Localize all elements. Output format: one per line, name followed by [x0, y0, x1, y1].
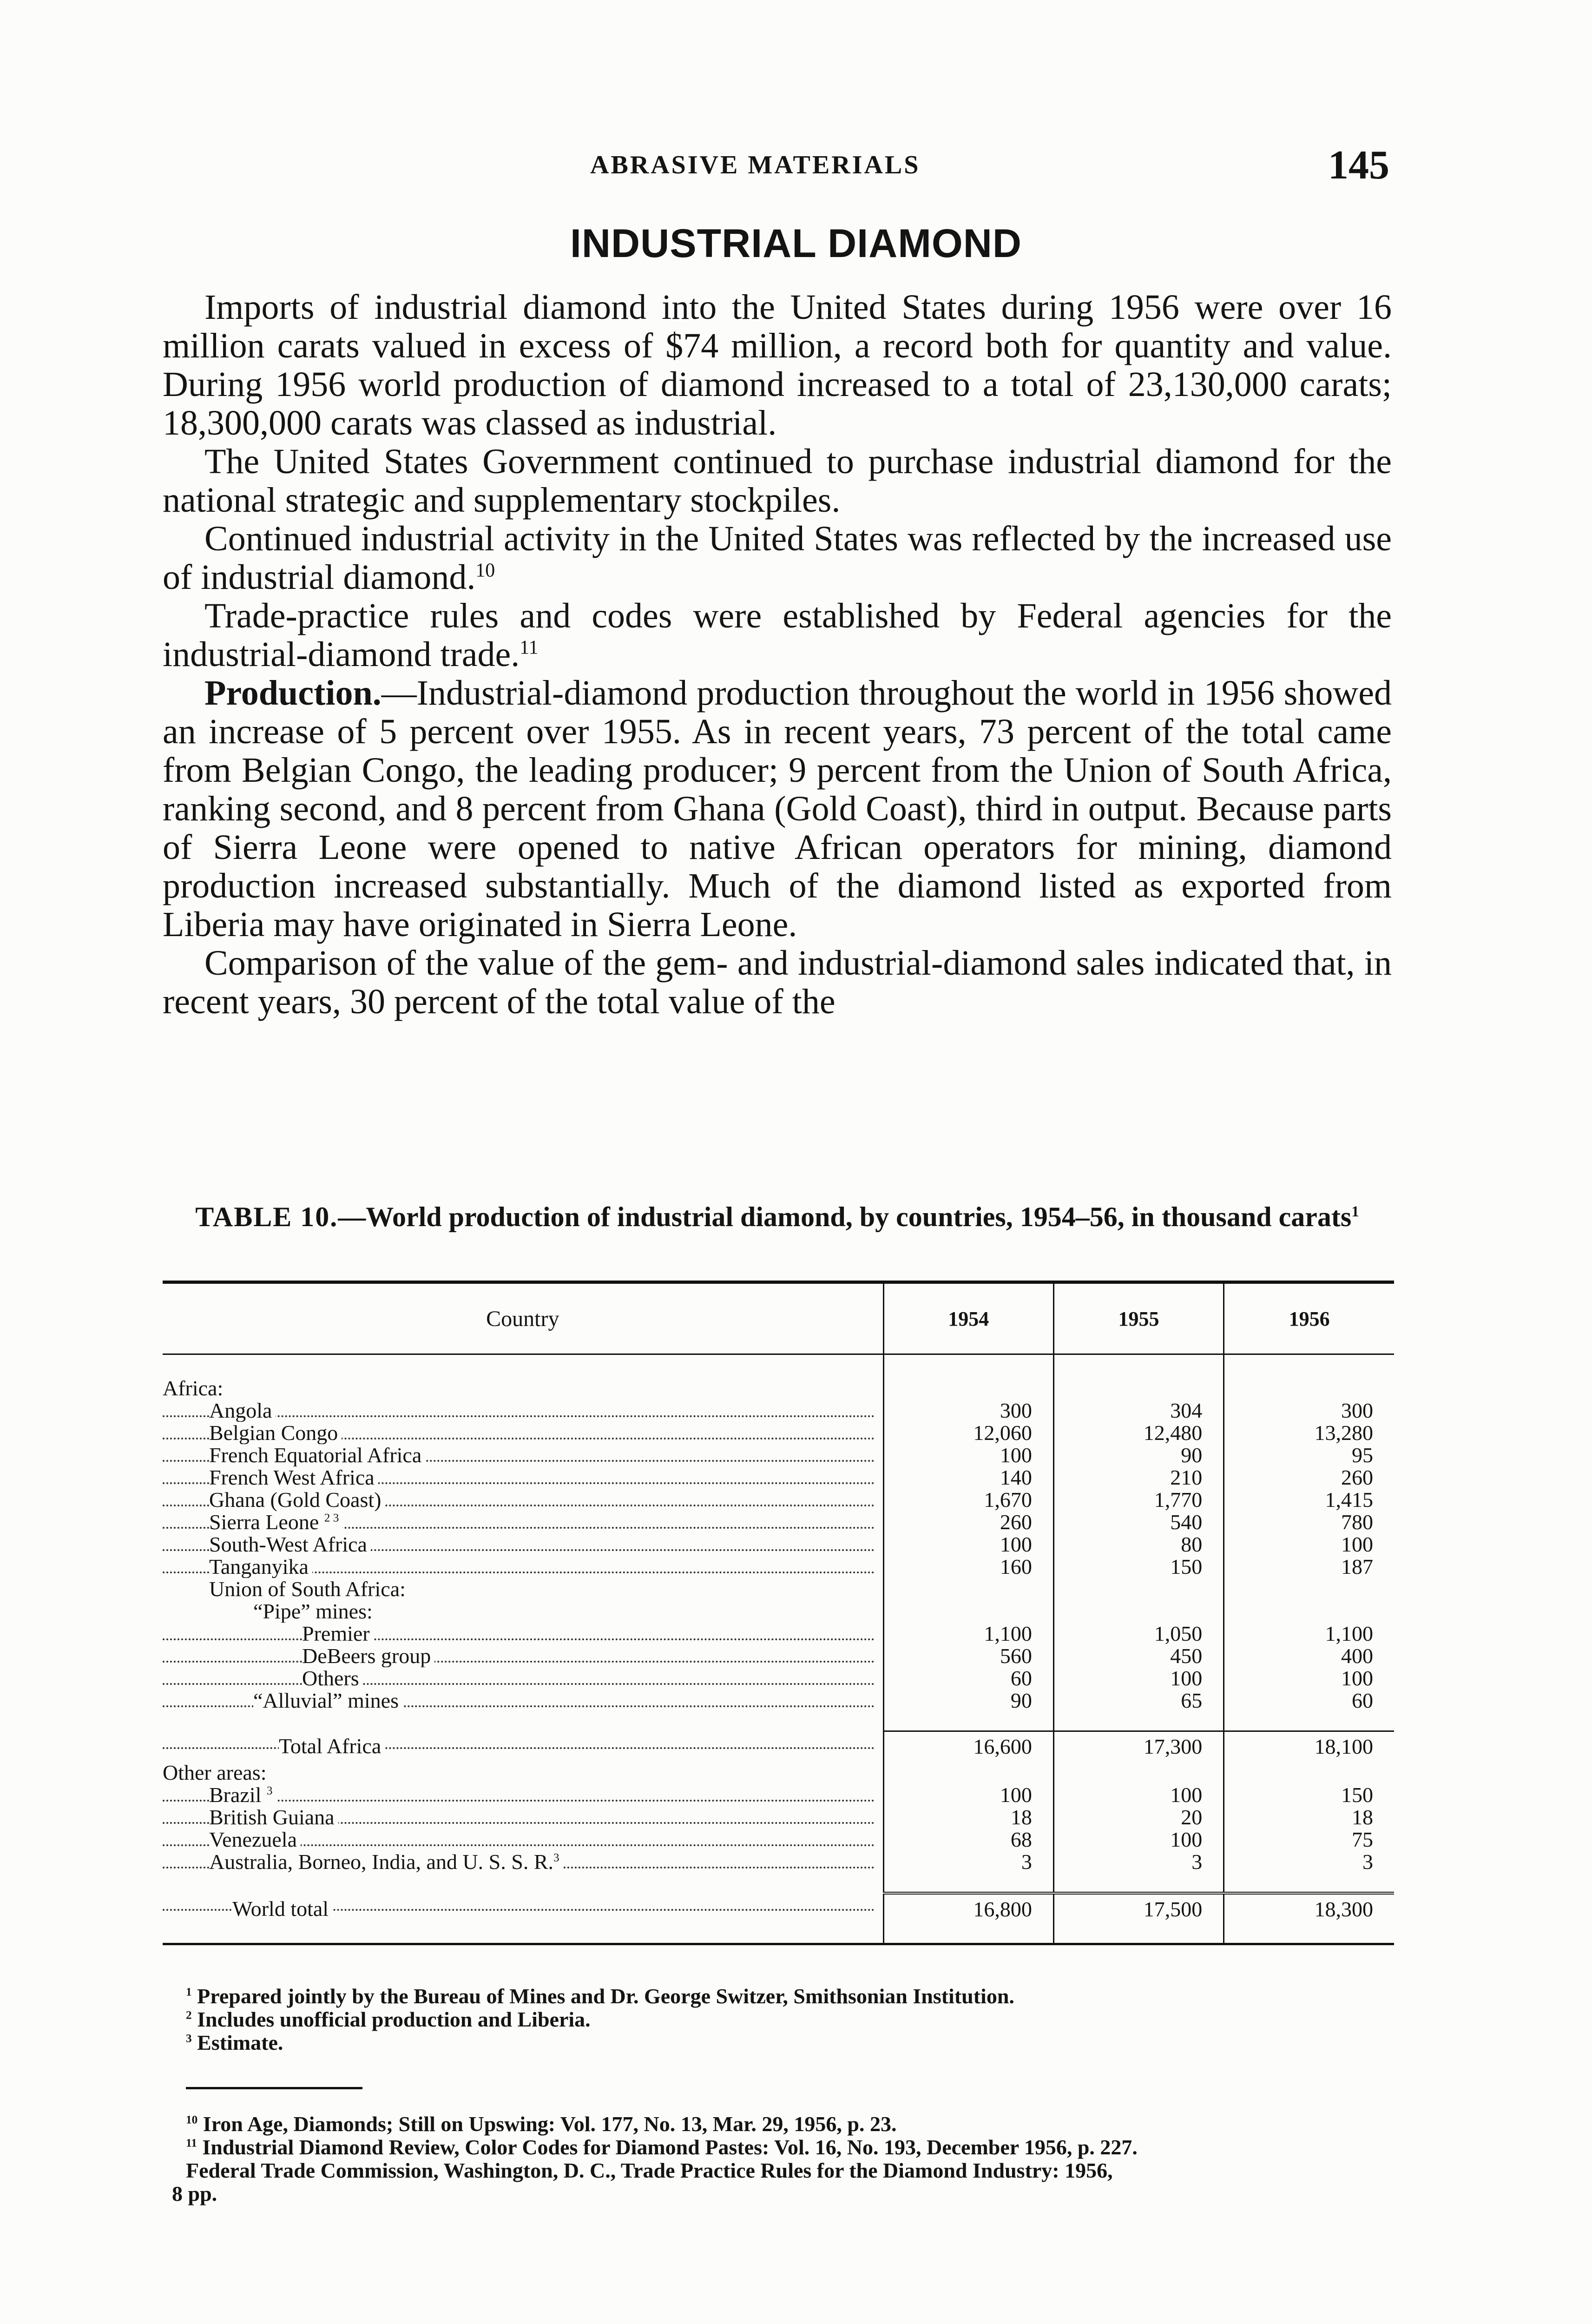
run-in-heading: Production. [204, 673, 382, 713]
note-text: Estimate. [197, 2031, 283, 2054]
row-label: French Equatorial Africa [163, 1444, 883, 1466]
footnote-ref: 10 [475, 560, 495, 581]
footnote-marker: 10 [186, 2113, 198, 2126]
body-text [163, 288, 1392, 1021]
cell-1956: 260 [1224, 1466, 1394, 1489]
running-head: ABRASIVE MATERIALS [590, 151, 921, 179]
cell-1954: 100 [883, 1533, 1053, 1556]
cell-1956: 18,100 [1224, 1731, 1394, 1762]
cell-1955: 90 [1053, 1444, 1224, 1466]
footnote-marker: 11 [186, 2136, 197, 2150]
paragraph-text: Continued industrial activity in the United States was reflected by the increased use of industrial diamond. [163, 519, 1392, 597]
cell-1956: 60 [1224, 1690, 1394, 1712]
row-label: Brazil $^3$ [163, 1784, 883, 1806]
row-label: DeBeers group [163, 1645, 883, 1667]
table-note [186, 2008, 1394, 2031]
paragraph-text: Imports of industrial diamond into the United States during 1956 were over 16 million carats valued in excess of $74 million, a record both for quantity and value. During 1956 world production of diamond increased to a total of 23,130,000 carats; 18,300,000 carats was classed as industrial. [163, 288, 1392, 442]
cell-1955: 80 [1053, 1533, 1224, 1556]
table-notes [186, 1985, 1394, 2054]
table-row [163, 1623, 1394, 1645]
cell-1955: 65 [1053, 1690, 1224, 1712]
paragraph-text: Trade-practice rules and codes were established by Federal agencies for the industrial-diamond trade. [163, 596, 1392, 674]
table-row [163, 1851, 1394, 1873]
cell-1954: 16,800 [883, 1893, 1053, 1924]
table-row [163, 1489, 1394, 1511]
row-label: Venezuela [163, 1829, 883, 1851]
row-label: “Alluvial” mines [163, 1690, 883, 1712]
cell-1955: 1,050 [1053, 1623, 1224, 1645]
cell-1955: 20 [1053, 1806, 1224, 1829]
row-label: Total Africa [163, 1731, 883, 1762]
footnote [172, 2182, 1394, 2205]
footnote-text: Industrial Diamond Review, Color Codes for Diamond Pastes: Vol. 16, No. 193, December 1956, p. 227. [202, 2135, 1138, 2159]
cell-1956: 1,415 [1224, 1489, 1394, 1511]
footnote [186, 2113, 1394, 2136]
cell-1956: 780 [1224, 1511, 1394, 1533]
cell-1956: 100 [1224, 1667, 1394, 1690]
row-label: British Guiana [163, 1806, 883, 1829]
paragraph-text: Comparison of the value of the gem- and industrial-diamond sales indicated that, in recent years, 30 percent of the total value of the [163, 944, 1392, 1021]
cell-1955: 150 [1053, 1556, 1224, 1578]
table-row [163, 1422, 1394, 1444]
table-note [186, 2031, 1394, 2054]
footnote-text: 8 pp. [172, 2182, 217, 2205]
page-header [590, 142, 1389, 193]
cell-1956: 95 [1224, 1444, 1394, 1466]
paragraph [163, 288, 1392, 442]
table-row [163, 1829, 1394, 1851]
footnotes [172, 2112, 1394, 2205]
paragraph [163, 520, 1392, 597]
table-row [163, 1377, 1394, 1400]
cell-1955: 100 [1053, 1784, 1224, 1806]
paragraph [163, 442, 1392, 520]
cell-1954: 90 [883, 1690, 1053, 1712]
cell-1954: 18 [883, 1806, 1053, 1829]
cell-1954: 560 [883, 1645, 1053, 1667]
footnote-ref: 1 [1351, 1203, 1359, 1220]
note-marker: 2 [186, 2008, 192, 2022]
cell-1956: 1,100 [1224, 1623, 1394, 1645]
table-row [163, 1533, 1394, 1556]
column-header-1954: 1954 [883, 1284, 1053, 1354]
row-label: Premier [163, 1623, 883, 1645]
row-label: Union of South Africa: [163, 1578, 883, 1600]
column-header-1955: 1955 [1053, 1284, 1224, 1354]
table-row [163, 1600, 1394, 1623]
table-caption [163, 1202, 1392, 1232]
cell-1956: 187 [1224, 1556, 1394, 1578]
cell-1955: 100 [1053, 1667, 1224, 1690]
table-row [163, 1784, 1394, 1806]
row-label: Other areas: [163, 1762, 883, 1784]
column-header-country: Country [163, 1284, 883, 1354]
table-row-world-total [163, 1893, 1394, 1924]
footnote-ref: 3 [553, 1851, 559, 1864]
cell-1954: 140 [883, 1466, 1053, 1489]
table-row [163, 1762, 1394, 1784]
header-row [163, 1284, 1394, 1354]
cell-1956: 300 [1224, 1400, 1394, 1422]
footnote [186, 2159, 1394, 2182]
footnote-text: Federal Trade Commission, Washington, D. C., Trade Practice Rules for the Diamond Industry: 1956, [186, 2159, 1113, 2182]
cell-1955: 210 [1053, 1466, 1224, 1489]
note-marker: 1 [186, 1985, 192, 1999]
paragraph [163, 597, 1392, 674]
row-label: “Pipe” mines: [163, 1600, 883, 1623]
row-label: Ghana (Gold Coast) [163, 1489, 883, 1511]
column-header-1956: 1956 [1224, 1284, 1394, 1354]
paragraph [163, 674, 1392, 944]
note-text: Includes unofficial production and Liberia. [197, 2007, 591, 2031]
cell-1956: 100 [1224, 1533, 1394, 1556]
table-note [186, 1985, 1394, 2008]
cell-1956: 18 [1224, 1806, 1394, 1829]
table-row [163, 1400, 1394, 1422]
cell-1954: 100 [883, 1444, 1053, 1466]
cell-1955: 304 [1053, 1400, 1224, 1422]
footnote-ref: 3 [266, 1784, 273, 1797]
row-label: Angola [163, 1400, 883, 1422]
table-caption-text: —World production of industrial diamond, by countries, 1954–56, in thousand carats [338, 1202, 1352, 1232]
footnote-text: Iron Age, Diamonds; Still on Upswing: Vol. 177, No. 13, Mar. 29, 1956, p. 23. [203, 2112, 897, 2136]
footnote-rule [186, 2087, 362, 2089]
row-label: Others [163, 1667, 883, 1690]
cell-1956: 3 [1224, 1851, 1394, 1873]
cell-1955: 12,480 [1053, 1422, 1224, 1444]
cell-1955: 3 [1053, 1851, 1224, 1873]
cell-1955: 540 [1053, 1511, 1224, 1533]
cell-1954: 68 [883, 1829, 1053, 1851]
cell-1956: 13,280 [1224, 1422, 1394, 1444]
table-row [163, 1667, 1394, 1690]
cell-1954: 12,060 [883, 1422, 1053, 1444]
table-row-total [163, 1731, 1394, 1762]
table-label: TABLE 10. [195, 1202, 338, 1232]
cell-1955: 1,770 [1053, 1489, 1224, 1511]
cell-1954: 3 [883, 1851, 1053, 1873]
row-label: World total [163, 1893, 883, 1924]
paragraph-text: —Industrial-diamond production throughout the world in 1956 showed an increase of 5 percent over 1955. As in recent years, 73 percent of the total came from Belgian Congo, the leading producer; 9 percent from the Union of South Africa, ranking second, and 8 percent from Ghana (Gold Coast), third in output. Because parts of Sierra Leone were opened to native African operators for mining, diamond production increased substantially. Much of the diamond listed as exported from Liberia may have originated in Sierra Leone. [163, 673, 1392, 944]
cell-1954: 60 [883, 1667, 1053, 1690]
footnote [186, 2136, 1394, 2159]
table-row [163, 1444, 1394, 1466]
row-label: South-West Africa [163, 1533, 883, 1556]
footnote-ref: 2 3 [324, 1511, 339, 1525]
cell-1954: 300 [883, 1400, 1053, 1422]
row-label: Belgian Congo [163, 1422, 883, 1444]
table-row [163, 1806, 1394, 1829]
note-marker: 3 [186, 2032, 192, 2045]
spacer-row [163, 1924, 1394, 1943]
cell-1954: 100 [883, 1784, 1053, 1806]
cell-1956: 75 [1224, 1829, 1394, 1851]
table-row [163, 1578, 1394, 1600]
row-label: Tanganyika [163, 1556, 883, 1578]
row-label: Africa: [163, 1377, 883, 1400]
cell-1954: 1,100 [883, 1623, 1053, 1645]
row-label: Australia, Borneo, India, and U. S. S. R.$^3$ [163, 1851, 883, 1873]
paragraph-text: The United States Government continued to purchase industrial diamond for the national strategic and supplementary stockpiles. [163, 442, 1392, 520]
table-row [163, 1511, 1394, 1533]
cell-1954: 16,600 [883, 1731, 1053, 1762]
row-label: French West Africa [163, 1466, 883, 1489]
table-top-rule [163, 1281, 1394, 1284]
cell-1955: 100 [1053, 1829, 1224, 1851]
note-text: Prepared jointly by the Bureau of Mines and Dr. George Switzer, Smithsonian Institution. [197, 1984, 1014, 2008]
table-row [163, 1690, 1394, 1712]
page-number: 145 [1328, 143, 1389, 188]
cell-1956: 400 [1224, 1645, 1394, 1667]
spacer-row [163, 1873, 1394, 1893]
table-row [163, 1466, 1394, 1489]
cell-1954: 160 [883, 1556, 1053, 1578]
cell-1954: 1,670 [883, 1489, 1053, 1511]
table-row [163, 1556, 1394, 1578]
section-title: INDUSTRIAL DIAMOND [570, 221, 1022, 266]
paragraph [163, 944, 1392, 1021]
cell-1955: 450 [1053, 1645, 1224, 1667]
production-table [163, 1281, 1394, 1945]
cell-1956: 18,300 [1224, 1893, 1394, 1924]
footnote-ref: 11 [520, 637, 539, 659]
cell-1954: 260 [883, 1511, 1053, 1533]
cell-1956: 150 [1224, 1784, 1394, 1806]
cell-1955: 17,300 [1053, 1731, 1224, 1762]
cell-1955: 17,500 [1053, 1893, 1224, 1924]
table-row [163, 1645, 1394, 1667]
row-label: Sierra Leone $^{2 3}$ [163, 1511, 883, 1533]
table-bottom-rule [163, 1943, 1394, 1945]
data-table [163, 1284, 1394, 1943]
spacer-row [163, 1354, 1394, 1378]
spacer-row [163, 1712, 1394, 1731]
